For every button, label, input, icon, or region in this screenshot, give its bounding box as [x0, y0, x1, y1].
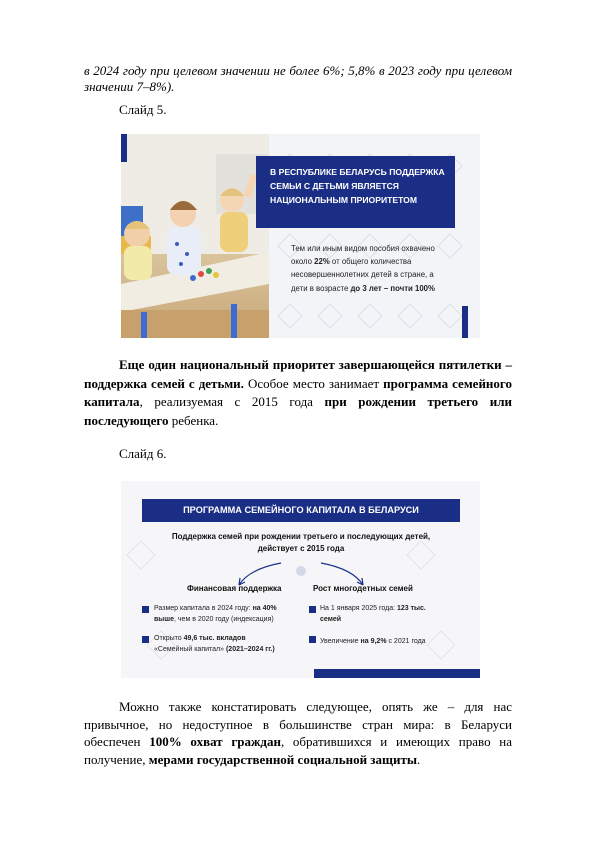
paragraph-2-text: Особое место занимает	[243, 375, 384, 391]
item-bold: семей	[320, 616, 342, 623]
item-bold: на 9,2%	[360, 638, 387, 645]
paragraph-3	[84, 698, 512, 768]
col-1-title: Финансовая поддержка	[187, 584, 282, 593]
item-text: На 1 января 2025 года:	[320, 605, 397, 612]
item-bold: на 40%	[252, 605, 277, 612]
slide-5-label: Слайд 5.	[119, 102, 167, 117]
slide-5-title: В РЕСПУБЛИКЕ БЕЛАРУСЬ ПОДДЕРЖКА СЕМЬИ С ДЕТЬМИ ЯВЛЯЕТСЯ НАЦИОНАЛЬНЫМ ПРИОРИТЕТОМ	[270, 167, 445, 205]
slide-5-text-bold: до 3 лет – почти 100%	[350, 283, 435, 293]
children-illustration	[121, 134, 269, 338]
intro-paragraph	[84, 63, 512, 95]
slide-5-text	[291, 242, 441, 295]
item-bold: выше	[154, 616, 175, 623]
item-text: Увеличение	[320, 638, 361, 645]
col-1-item-1	[154, 603, 304, 625]
paragraph-3-bold: 100% охват граждан	[149, 734, 281, 749]
paragraph-2-bold: при рождении третьего или последующего	[84, 394, 512, 428]
paragraph-3-text: .	[417, 751, 421, 767]
paragraph-2-bold: Еще один национальный приоритет завершающейся пятилетки – поддержка семей с детьми.	[84, 357, 512, 391]
slide-6-header: ПРОГРАММА СЕМЕЙНОГО КАПИТАЛА В БЕЛАРУСИ	[142, 499, 460, 522]
slide-5-text-part: от общего количества несовершеннолетних детей в стране, а дети в возрасте	[291, 257, 434, 293]
item-bold: 49,6 тыс. вкладов	[183, 635, 246, 642]
paragraph-3-text: , обратившихся и имеющих право на получение,	[84, 734, 512, 767]
item-text: с 2021 года	[386, 638, 426, 645]
item-text: , чем в 2020 году (индексация)	[174, 616, 274, 623]
bullet-square	[309, 636, 316, 643]
item-text: Размер капитала в 2024 году:	[154, 605, 253, 612]
paragraph-3-text: Можно также констатировать следующее, опять же – для нас привычное, но недоступное в большинстве стран мира: в Беларуси обеспечен	[84, 699, 512, 749]
item-text: «Семейный капитал»	[154, 646, 226, 653]
slide-6-image	[121, 481, 480, 678]
slide-5-image	[121, 134, 480, 338]
item-bold: 123 тыс.	[397, 605, 426, 612]
paragraph-2-text: ребенка.	[168, 412, 219, 428]
slide-6-subtitle	[141, 531, 461, 555]
item-bold: (2021–2024 гг.)	[225, 646, 275, 653]
slide-5-text-bold: 22%	[314, 257, 330, 267]
paragraph-2-text: , реализуемая с 2015 года	[139, 394, 325, 409]
intro-text: в 2024 году при целевом значении не более 6%; 5,8% в 2023 году при целевом значении 7–8%).	[84, 63, 512, 94]
paragraph-2-bold: программа семейного капитала	[84, 375, 512, 409]
col-2-item-2	[320, 636, 470, 647]
accent-bar-bottom	[462, 306, 468, 338]
col-1-item-2	[154, 633, 304, 655]
slide-6-subtitle-line: Поддержка семей при рождении третьего и последующих детей,	[171, 532, 431, 541]
children-photo	[121, 134, 269, 338]
accent-bar-top	[121, 134, 127, 162]
paragraph-3-bold: мерами государственной социальной защиты	[148, 751, 418, 767]
col-2-title: Рост многодетных семей	[313, 584, 413, 593]
bullet-square	[142, 636, 149, 643]
accent-bar-bottom	[314, 669, 480, 678]
item-text: Открыто	[154, 635, 184, 642]
paragraph-2	[84, 356, 512, 430]
slide-6-subtitle-line: действует с 2015 года	[257, 544, 345, 553]
slide-6-label: Слайд 6.	[119, 446, 167, 461]
bullet-square	[309, 606, 316, 613]
bullet-square	[142, 606, 149, 613]
col-2-item-1	[320, 603, 470, 625]
slide-5-text-part: Тем или иным видом пособия охвачено около	[291, 244, 435, 267]
